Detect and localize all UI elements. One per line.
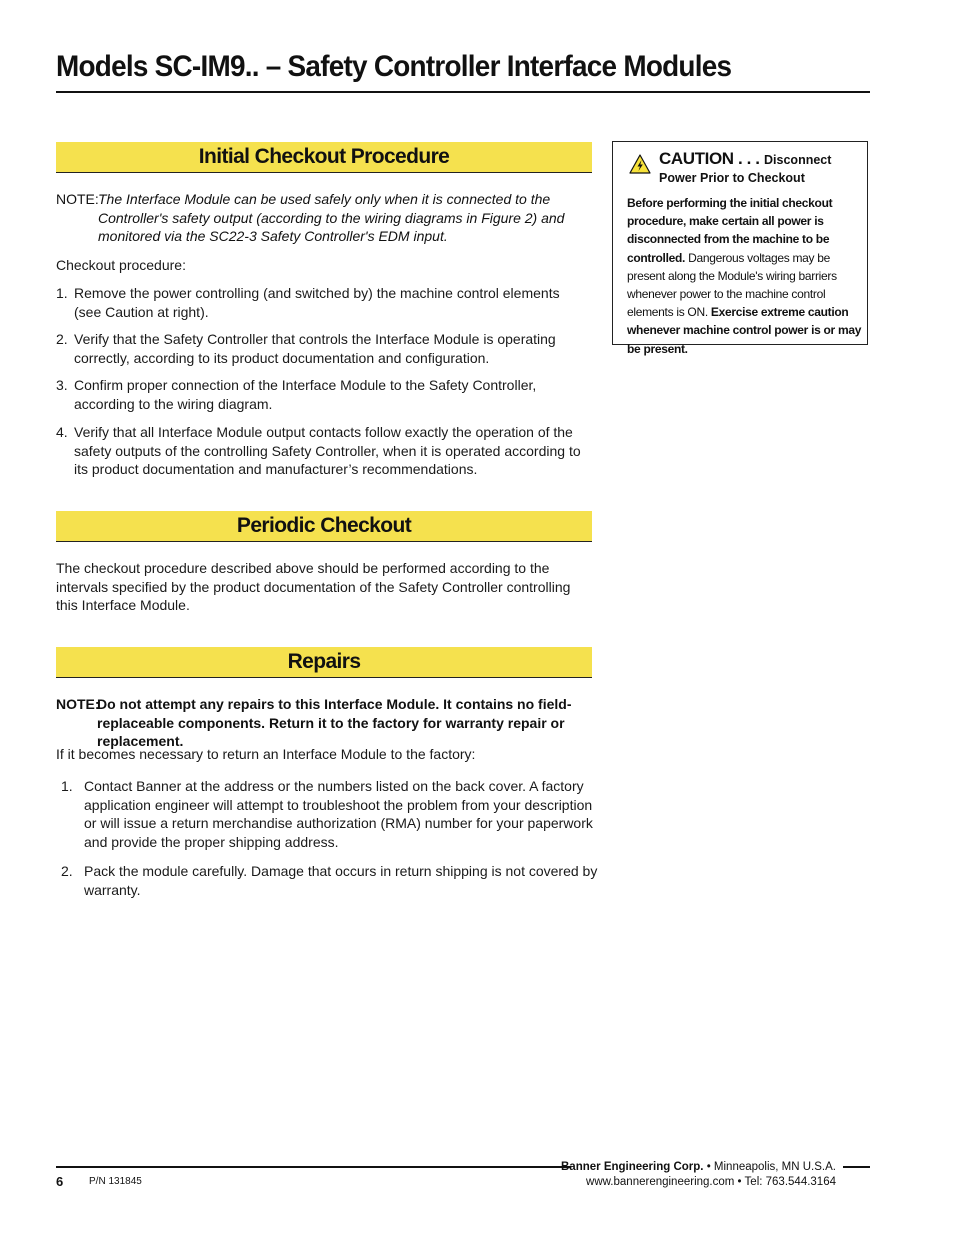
step-text: Verify that the Safety Controller that controls the Interface Module is operating correctly, according to its product documentation and configuration. [74,331,556,366]
repair-step [61,862,601,899]
step-number: 1. [61,778,73,794]
caution-box [612,141,868,356]
caution-subtitle-b: Power Prior to Checkout [659,171,805,185]
periodic-text: The checkout procedure described above should be performed according to the intervals specified by the product documentation of the Safety Controller controlling this Interface Module. [56,560,571,613]
company-name: Banner Engineering Corp. [561,1161,704,1173]
note-text: The Interface Module can be used safely only when it is connected to the Controller's safety output (according to the wiring diagrams in Figure 2) and monitored via the SC22-3 Safety Controller's EDM input. [98,191,565,244]
footer-rule-left [56,1166,571,1168]
caution-normal: Dangerous voltages may be present along the Module's wiring barriers whenever power to the machine control elements is ON. [627,250,837,320]
checkout-step [56,376,586,413]
heading-initial-checkout: Initial Checkout Procedure [56,142,592,173]
page-number: 6 [56,1174,64,1189]
caution-bold-1: Before performing the initial checkout procedure, make certain all power is disconnected from the machine to be controlled. [627,196,833,265]
checkout-step [56,423,586,479]
step-text: Contact Banner at the address or the numbers listed on the back cover. A factory application engineer will attempt to troubleshoot the problem from your description or will issue a return merchandise authorization (RMA) number for your paperwork and provide the proper shipping address. [84,778,593,850]
heading-periodic-checkout: Periodic Checkout [56,511,592,542]
repair-step [61,777,593,851]
part-number: P/N 131845 [89,1176,142,1187]
repairs-note [56,695,592,751]
heading-repairs: Repairs [56,647,592,678]
initial-note [56,190,586,246]
company-location: • Minneapolis, MN U.S.A. [703,1161,836,1173]
step-number: 2. [56,331,68,347]
caution-text [627,194,863,358]
caution-subtitle-a: Disconnect [764,153,832,167]
checkout-step [56,330,586,367]
page-title: Models SC-IM9.. – Safety Controller Interface Modules [56,50,732,83]
caution-label: CAUTION . . . [659,149,760,168]
note-label: NOTE: [56,696,100,712]
step-number: 1. [56,285,68,301]
company-contact: www.bannerengineering.com • Tel: 763.544.3164 [586,1176,836,1188]
footer-rule-right [843,1166,870,1168]
step-text: Remove the power controlling (and switched by) the machine control elements (see Caution at right). [74,285,560,320]
step-text: Pack the module carefully. Damage that occurs in return shipping is not covered by warranty. [84,863,598,898]
title-rule [56,91,870,93]
footer-contact [560,1160,836,1190]
checkout-step [56,284,586,321]
step-text: Verify that all Interface Module output contacts follow exactly the operation of the safety outputs of the controlling Safety Controller, when it is operated according to its product documentation and manufacturer’s recommendations. [74,424,581,477]
caution-heading [659,150,831,187]
repairs-intro: If it becomes necessary to return an Interface Module to the factory: [56,746,476,762]
step-number: 2. [61,863,73,879]
step-number: 4. [56,424,68,440]
caution-bold-2: Exercise extreme caution whenever machine control power is or may be present. [627,305,862,356]
note-text: Do not attempt any repairs to this Interface Module. It contains no field-replaceable components. Return it to the factory for warranty repair or replacement. [97,696,572,749]
checkout-intro: Checkout procedure: [56,257,186,273]
step-number: 3. [56,377,68,393]
note-label: NOTE: [56,191,99,207]
high-voltage-warning-icon [629,154,651,174]
step-text: Confirm proper connection of the Interface Module to the Safety Controller, according to the wiring diagram. [74,377,537,412]
